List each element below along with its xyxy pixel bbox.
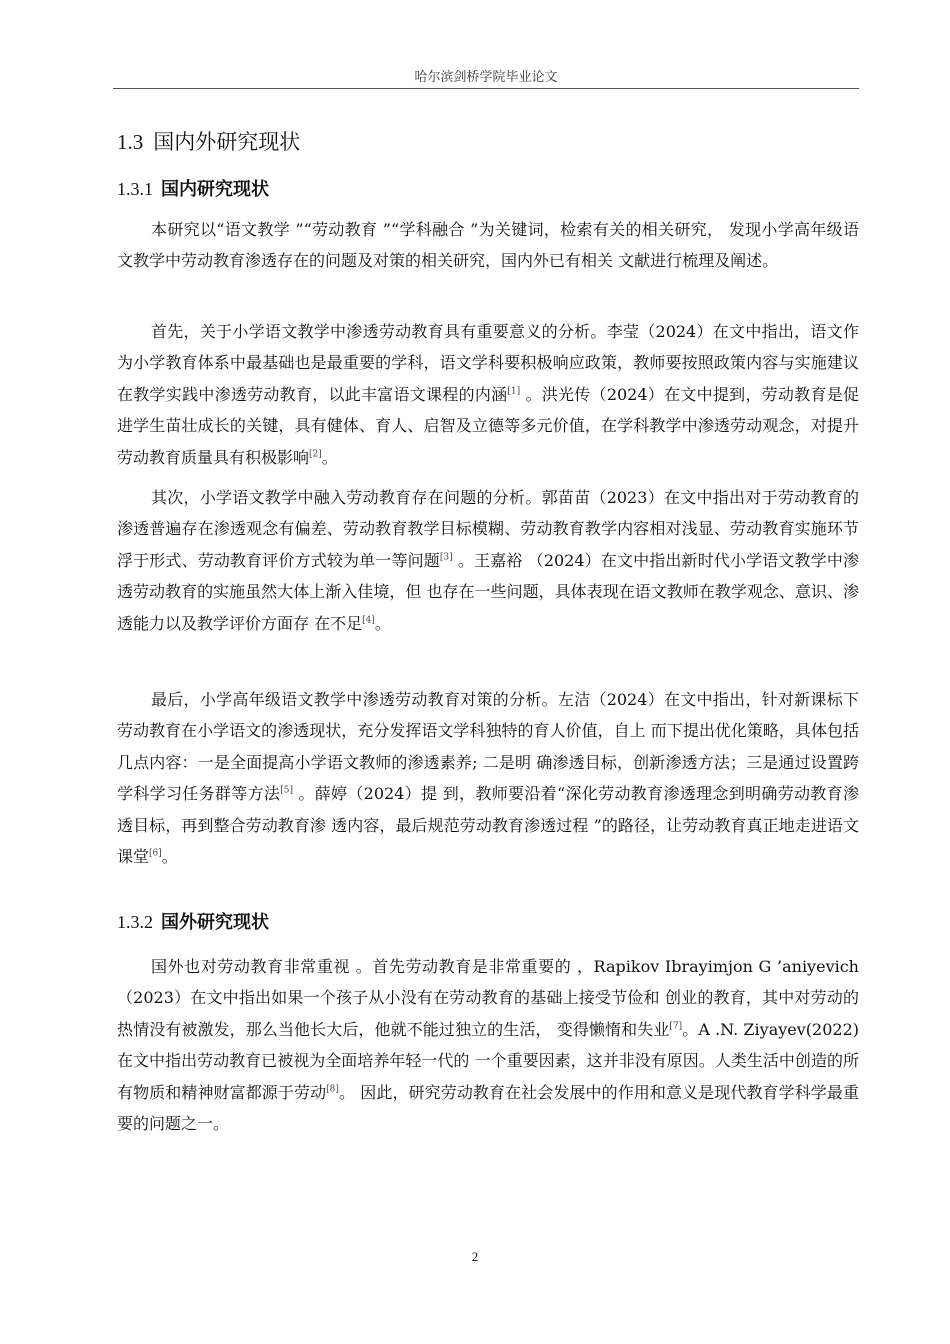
subsection-title: 国内研究现状 (161, 179, 269, 200)
paragraph-problems (117, 482, 859, 639)
subsection-title: 国外研究现状 (161, 912, 269, 933)
paragraph-text: 。洪光传（2024）在文中提到，劳动教育是促进学生苗壮成长的关键，具有健体、育人、启智及立德等多元价值，在学科教学中渗透劳动观念，对提升劳动教育质量具有积极影响 (117, 384, 859, 467)
paragraph-text: 。 (161, 847, 178, 867)
citation-ref: [4] (362, 615, 375, 626)
paragraph-text: 。 (321, 447, 338, 467)
running-header: 哈尔滨剑桥学院毕业论文 (414, 70, 558, 85)
citation-ref: [5] (280, 785, 293, 796)
section-heading (117, 126, 300, 156)
paragraph-text: 国外也对劳动教育非常重视 。首先劳动教育是非常重要的 ，Rapikov Ibrayimjon G ’aniyevich （2023）在文中指出如果一个孩子从小没有在劳动教育的基础上接受节俭和 创业的教育，其中对劳动的热情没有被激发，那么当他长大后，他就不能过独立的生活， 变得懒惰和失业 (117, 957, 859, 1039)
paragraph-foreign-research (117, 951, 859, 1139)
paragraph-text: 最后，小学高年级语文教学中渗透劳动教育对策的分析。左洁（2024）在文中指出，针对新课标下劳动教育在小学语文的渗透现状，充分发挥语文学科独特的育人价值，自上 而下提出优化策略，具体包括几点内容：一是全面提高小学语文教师的渗透素养; 二是明 确渗透目标，创新渗透方法；三是通过设置跨学科学习任务群等方法 (117, 690, 859, 804)
paragraph-text: 。 因此，研究劳动教育在社会发展中的作用和意义是现代教育学科学最重要的问题之一。 (117, 1082, 859, 1134)
paragraph-countermeasures (117, 684, 859, 872)
paragraph-text: 首先，关于小学语文教学中渗透劳动教育具有重要意义的分析。李莹（2024）在文中指出，语文作为小学教育体系中最基础也是最重要的学科，语文学科要积极响应政策，教师要按照政策内容与实施建议在教学实践中渗透劳动教育，以此丰富语文课程的内涵 (117, 322, 859, 404)
citation-ref: [3] (439, 552, 453, 563)
section-title: 国内外研究现状 (153, 130, 301, 154)
subsection-number: 1.3.2 (117, 912, 153, 932)
paragraph-text: 。A .N. Ziyayev(2022)在文中指出劳动教育已被视为全面培养年轻一代的 一个重要因素，这并非没有原因。人类生活中创造的所有物质和精神财富都源于劳动 (117, 1019, 859, 1102)
citation-ref: [2] (309, 449, 322, 460)
paragraph-text: 其次，小学语文教学中融入劳动教育存在问题的分析。郭苗苗（2023）在文中指出对于劳动教育的渗透普遍存在渗透观念有偏差、劳动教育教学目标模糊、劳动教育教学内容相对浅显、劳动教育实施环节浮于形式、劳动教育评价方式较为单一等问题 (117, 488, 859, 570)
citation-ref: [1] (507, 386, 521, 397)
subsection-heading-foreign (117, 908, 269, 934)
citation-ref: [7] (669, 1021, 683, 1032)
page-number: 2 (471, 1249, 479, 1264)
paragraph-text: 本研究以“语文教学 ”“劳动教育 ”“学科融合 ”为关键词，检索有关的相关研究， 发现小学高年级语文教学中劳动教育渗透存在的问题及对策的相关研究，国内外已有相关 文献进行梳理及阐述。 (117, 220, 859, 271)
paragraph-text: 。王嘉裕 （2024）在文中指出新时代小学语文教学中渗透劳动教育的实施虽然大体上渐入佳境，但 也存在一些问题，具体表现在语文教师在教学观念、意识、渗透能力以及教学评价方面存 在不足 (117, 550, 859, 633)
section-number: 1.3 (117, 130, 144, 154)
paragraph-text: 。 (374, 613, 391, 633)
paragraph-text: 。薛婷（2024）提 到，教师要沿着“深化劳动教育渗透理念到明确劳动教育渗透目标，再到整合劳动教育渗 透内容，最后规范劳动教育渗透过程 ”的路径，让劳动教育真正地走进语文课堂 (117, 784, 859, 867)
citation-ref: [8] (326, 1084, 339, 1095)
subsection-heading-domestic (117, 175, 269, 201)
citation-ref: [6] (149, 848, 162, 859)
header-rule (113, 88, 859, 89)
subsection-number: 1.3.1 (117, 179, 153, 199)
paragraph-intro (117, 214, 859, 277)
paragraph-significance (117, 316, 859, 473)
